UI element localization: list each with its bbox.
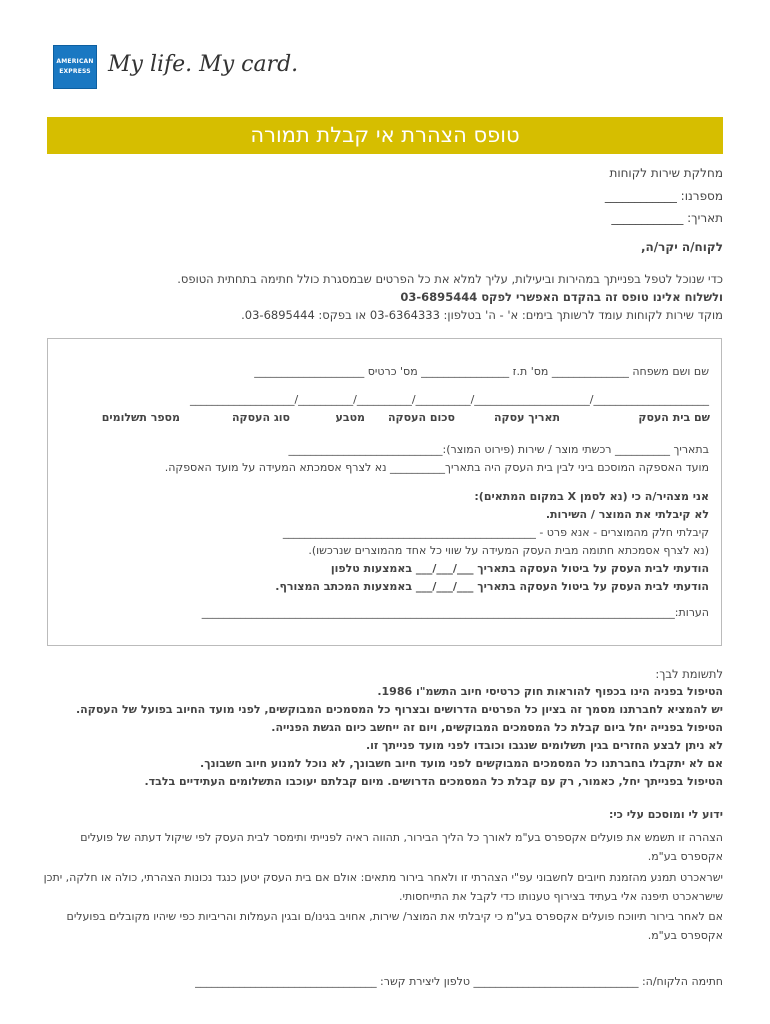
option-partial-note: (נא לצרף אסמכתא חתומה מבית העסק המעידה על שווי כל אחד מהמוצרים שנרכשו). (308, 544, 709, 557)
attention-line: הטיפול בפנייה יחל ביום קבלת כל המסמכים המבוקשים, ויום זה ייחשב כיום הגשת הפנייה. (271, 721, 723, 734)
header-amount: סכום העסקה (388, 411, 455, 424)
form-title: טופס הצהרת אי קבלת תמורה (250, 123, 520, 147)
known-paragraph-1: הצהרה זו תשמש את פועלים אקספרס בע"מ לאורך כל הליך הבירור, תהווה ראיה לפנייתי ותימסר לבית העסק לפי שיקול דעתה של פועלים אקספרס בע"מ. (80, 831, 723, 863)
title-bar (47, 117, 723, 154)
attention-heading: לתשומת לבך: (655, 667, 723, 681)
option-not-received[interactable]: לא קיבלתי את המוצר / השירות. (545, 508, 709, 521)
header-date: תאריך עסקה (493, 411, 560, 424)
known-paragraph-3: אם לאחר בירור תיווכח פועלים אקספרס בע"מ כי קיבלתי את המוצר/ שירות, אחויב בגינו/ם ובגין העמלות והריביות כפי שיהיו מקובלים בפועלים אקספרס בע"מ. (66, 910, 723, 942)
attention-line: אם לא יתקבלו בחברתנו כל המסמכים המבוקשים לפני מועד חיוב חשבונך, לא נוכל למנוע חיוב חשבונך. (200, 757, 723, 770)
attention-line: יש להמציא לחברתנו מסמך זה בציון כל הפרטים הדרושים ובצרוף כל המסמכים המבוקשים, לפני מועד החיוב בפועל של העסקה. (76, 703, 723, 716)
logo-line1: AMERICAN (56, 58, 94, 65)
known-heading: ידוע לי ומוסכם עלי כי: (609, 808, 723, 821)
signature-line[interactable]: חתימה הלקוח/ה: ______________________________ טלפון ליצירת קשר: _________________________________ (195, 975, 723, 988)
date-field: תאריך: ____________ (611, 211, 723, 225)
purchase-line[interactable]: בתאריך __________ רכשתי מוצר / שירות (פירוט המוצר):____________________________ (288, 443, 709, 456)
declare-line: אני מצהיר/ה כי (נא לסמן X במקום המתאים): (474, 490, 709, 503)
salutation: לקוח/ה יקר/ה, (640, 240, 723, 254)
name-id-card-line[interactable]: שם ושם משפחה ______________ מס' ת.ז ________________ מס' כרטיס ____________________ (254, 365, 709, 378)
logo-line2: EXPRESS (59, 68, 91, 75)
intro-line1: כדי שנוכל לטפל בפנייתך במהירות וביעילות, עליך למלא את כל הפרטים שבמסגרת כולל חתימה בתחתית הטופס. (177, 272, 723, 286)
header-currency: מטבע (335, 411, 365, 424)
header-business: שם בית העסק (638, 411, 710, 424)
notes-line[interactable]: הערות:______________________________________________________________________________________ (201, 606, 709, 619)
number-field: מספרנו: ____________ (604, 189, 723, 203)
intro-line2: ולשלוח אלינו טופס זה בהקדם האפשרי לפקס 03-6895444 (400, 290, 723, 304)
attention-line: הטיפול בפניה הינו בכפוף להוראות חוק כרטיסי חיוב התשמ"ו 1986. (377, 685, 723, 698)
option-partial[interactable]: קיבלתי חלק מהמוצרים - אנא פרט - ______________________________________________ (282, 526, 709, 539)
option-cancel-phone[interactable]: הודעתי לבית העסק על ביטול העסקה בתאריך ___/___/___ באמצעות טלפון (330, 562, 709, 575)
dept-label: מחלקת שירות לקוחות (609, 166, 723, 180)
delivery-line[interactable]: מועד האספקה המוסכם ביני לבין בית העסק היה בתאריך__________ נא לצרף אסמכתא המעידה על מועד האספקה. (164, 461, 709, 474)
header-installments: מספר תשלומים (101, 411, 180, 424)
header-type: סוג העסקה (231, 411, 290, 424)
transaction-headers (60, 411, 710, 427)
known-paragraph-2: ישראכרט תמנע מהזמנת חיובים לחשבוני עפ"י הצהרתי זו ולאחר בירור מתאים: אולם אם בית העסק יטען כנגד נכונות הצהרתי, כולה או חלקה, יתכן שישראכרט תיפנה אלי בעתיד בצירוף טענותו כדי לקבל את התייחסותי. (43, 871, 723, 903)
attention-line: לא ניתן לבצע החזרים בגין תשלומים שנגבו וכובדו לפני מועד פנייתך זו. (365, 739, 723, 752)
tagline: My life. My card. (108, 52, 299, 77)
amex-logo (53, 45, 97, 89)
option-cancel-letter[interactable]: הודעתי לבית העסק על ביטול העסקה בתאריך ___/___/___ באמצעות המכתב המצורף. (275, 580, 709, 593)
transaction-fields-line[interactable]: _____________________/_____________________/__________/__________/__________/___________________ (189, 393, 709, 406)
attention-line: הטיפול בפנייתך יחל, כאמור, רק עם קבלת כל המסמכים הדרושים. מיום קבלתם יעוכבו התשלומים העתידיים בלבד. (144, 775, 723, 788)
intro-line3: מוקד שירות לקוחות עומד לרשותך בימים: א' - ה' בטלפון: 03-6364333 או בפקס: 03-6895444. (241, 308, 723, 322)
